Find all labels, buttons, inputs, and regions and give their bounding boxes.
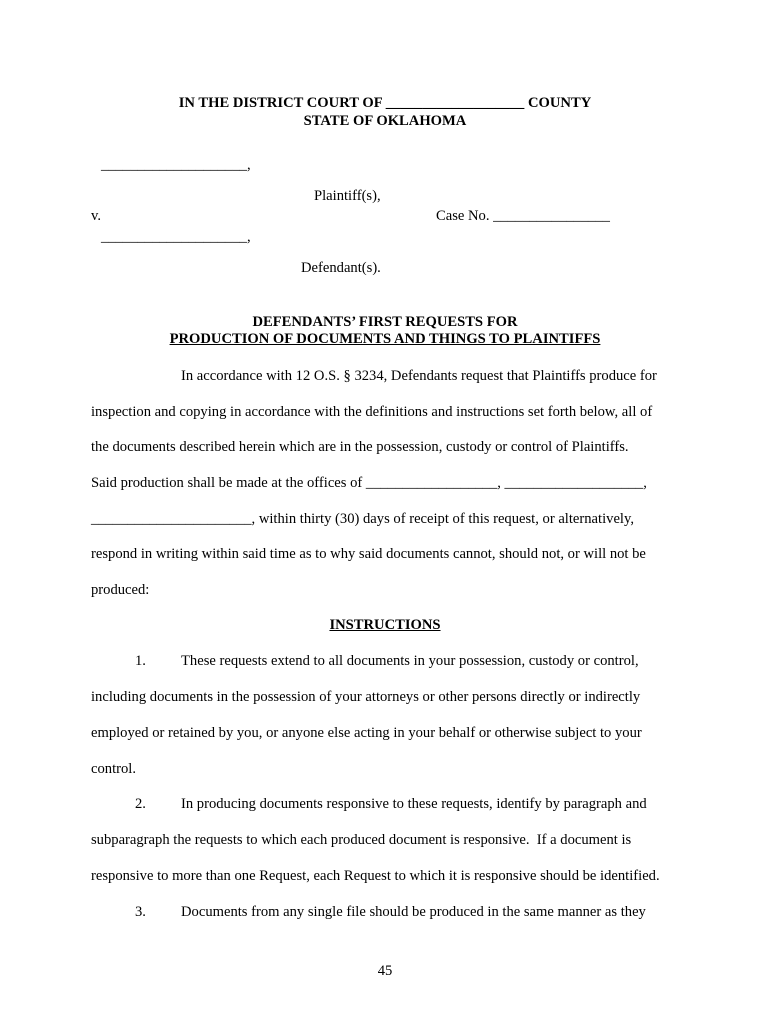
plaintiff-label: Plaintiff(s), [314,188,381,204]
intro-line: produced: [91,582,150,598]
document-title-line-2: PRODUCTION OF DOCUMENTS AND THINGS TO PLAINTIFFS [169,331,601,347]
instruction-number: 3. [135,904,146,920]
case-number-field: Case No. ________________ [436,208,610,224]
defendant-name-blank: ____________________, [101,229,251,245]
intro-line: Said production shall be made at the offices of __________________, ___________________, [91,475,647,491]
instruction-line: In producing documents responsive to these requests, identify by paragraph and [181,796,647,812]
state-heading: STATE OF OKLAHOMA [303,113,467,129]
instructions-heading: INSTRUCTIONS [329,617,441,633]
instruction-number: 1. [135,653,146,669]
instruction-line: responsive to more than one Request, each Request to which it is responsive should be identified. [91,868,660,884]
instruction-line: control. [91,761,136,777]
instruction-line: subparagraph the requests to which each produced document is responsive. If a document is [91,832,632,848]
instruction-line: including documents in the possession of your attorneys or other persons directly or indirectly [91,689,641,705]
plaintiff-name-blank: ____________________, [101,157,251,173]
instruction-number: 2. [135,796,146,812]
intro-line: In accordance with 12 O.S. § 3234, Defendants request that Plaintiffs produce for [181,368,657,384]
intro-line: ______________________, within thirty (30) days of receipt of this request, or alternatively, [91,511,634,527]
court-heading: IN THE DISTRICT COURT OF ___________________ COUNTY [178,95,592,111]
instruction-line: These requests extend to all documents in your possession, custody or control, [181,653,639,669]
defendant-label: Defendant(s). [301,260,381,276]
intro-line: inspection and copying in accordance with the definitions and instructions set forth below, all of [91,404,653,420]
intro-line: the documents described herein which are in the possession, custody or control of Plaintiffs. [91,439,629,455]
page-number: 45 [377,963,393,979]
versus-label: v. [91,208,101,224]
instruction-line: employed or retained by you, or anyone else acting in your behalf or otherwise subject to your [91,725,642,741]
intro-line: respond in writing within said time as to why said documents cannot, should not, or will not be [91,546,646,562]
document-title-line-1: DEFENDANTS’ FIRST REQUESTS FOR [252,314,518,330]
instruction-line: Documents from any single file should be produced in the same manner as they [181,904,646,920]
